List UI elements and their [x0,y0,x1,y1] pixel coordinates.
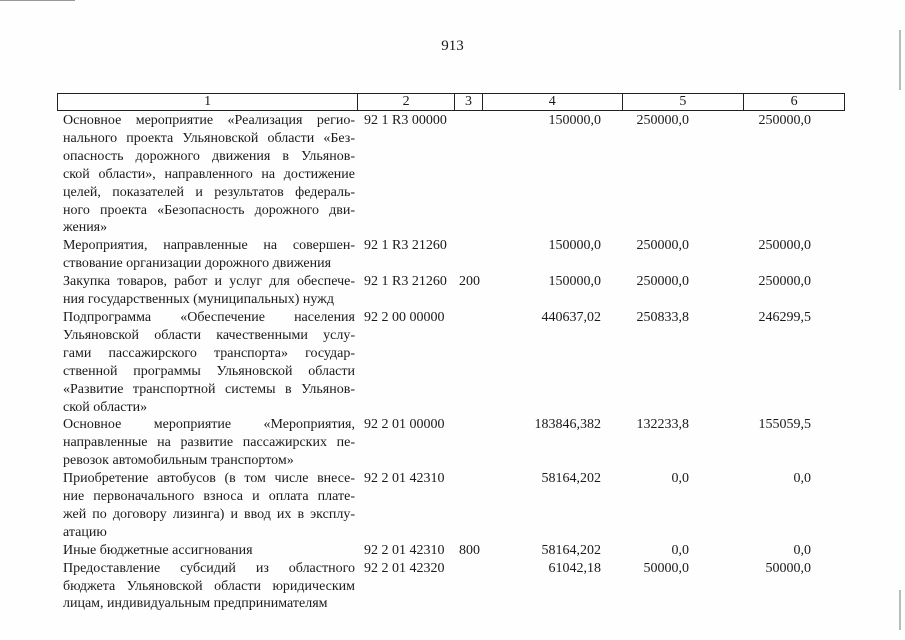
row-code: 92 1 R3 21260 [364,274,447,290]
row-code: 92 1 R3 21260 [364,238,447,254]
row-value-col6: 155059,5 [758,417,811,433]
row-value-col4: 150000,0 [548,274,601,290]
description-line: атацию [63,524,107,540]
row-value-col6: 50000,0 [765,560,811,576]
row-value-col5: 250000,0 [636,113,689,128]
description-line: лицам, индивидуальным предпринимателям [63,596,328,612]
scan-edge-line [0,0,75,1]
row-description [63,237,355,273]
description-line: направленные на развитие пассажирских пе- [63,435,355,451]
header-col-5: 5 [623,94,745,110]
description-line: жения» [63,220,108,236]
row-value-col5: 250000,0 [636,274,689,290]
table-row [63,416,853,470]
row-code: 92 2 00 00000 [364,309,445,325]
scan-margin-mark [899,590,901,630]
description-line: Мероприятия, направленные на совершен- [63,238,355,254]
row-description [63,416,355,470]
description-line: Закупка товаров, работ и услуг для обеспече- [63,274,355,290]
row-description [63,542,355,560]
row-value-col5: 250833,8 [636,309,689,325]
description-line: целей, показателей и результатов федераль- [63,184,355,200]
description-line: ственной программы Ульяновской области [63,363,355,379]
row-value-col5: 132233,8 [636,417,689,433]
row-code: 92 2 01 42320 [364,560,445,576]
table-header-row [57,93,845,111]
row-value-col6: 250000,0 [758,274,811,290]
description-line: ного проекта «Безопасность дорожного дви- [63,202,355,218]
row-value-col4: 58164,202 [541,542,601,558]
row-value-col6: 250000,0 [758,238,811,254]
row-code: 92 1 R3 00000 [364,113,447,128]
description-line: ской области», направленного на достижение [63,166,355,182]
row-value-col4: 183846,382 [534,417,601,433]
description-line: ской области» [63,399,148,415]
table-row [63,309,853,416]
table-row [63,237,853,273]
row-description [63,309,355,416]
row-value-col4: 150000,0 [548,113,601,128]
row-value-col5: 0,0 [671,471,689,487]
row-value-col4: 58164,202 [541,471,601,487]
table-row [63,470,853,542]
description-line: Предоставление субсидий из областного [63,560,355,576]
description-line: жей по договору лизинга) и ввод их в эксплу- [63,506,355,522]
row-value-col5: 50000,0 [643,560,689,576]
row-description [63,470,355,542]
description-line: Приобретение автобусов (в том числе внесе- [63,471,355,487]
description-line: бюджета Ульяновской области юридическим [63,578,355,594]
description-line: ревозок автомобильным транспортом» [63,453,294,469]
row-value-col6: 250000,0 [758,113,811,128]
row-description [63,112,355,237]
row-description [63,560,355,614]
description-line: Подпрограмма «Обеспечение населения [63,309,355,325]
row-value-col6: 246299,5 [758,309,811,325]
table-row [63,542,853,560]
row-value-col4: 61042,18 [548,560,601,576]
table-row [63,112,853,237]
table-body [63,112,853,613]
description-line: Ульяновской области качественными услу- [63,327,355,343]
description-line: нального проекта Ульяновской области «Без- [63,130,355,146]
header-col-3: 3 [455,94,483,110]
description-line: «Развитие транспортной системы в Ульянов- [63,381,355,397]
description-line: Иные бюджетные ассигнования [63,542,253,558]
description-line: Основное мероприятие «Реализация регио- [63,113,355,128]
description-line: ствование организации дорожного движения [63,256,332,272]
header-col-2: 2 [358,94,455,110]
description-line: гами пассажирского транспорта» государ- [63,345,355,361]
row-value-col4: 150000,0 [548,238,601,254]
table-row [63,560,853,614]
description-line: Основное мероприятие «Мероприятия, [63,417,355,433]
description-line: опасность дорожного движения в Ульянов- [63,148,355,164]
table-row [63,273,853,309]
row-value-col4: 440637,02 [541,309,601,325]
row-code: 92 2 01 42310 [364,542,445,558]
header-col-1: 1 [58,94,358,110]
header-col-4: 4 [483,94,623,110]
row-code: 92 2 01 42310 [364,471,445,487]
row-expense-type: 800 [459,542,480,558]
row-value-col5: 250000,0 [636,238,689,254]
row-value-col6: 0,0 [793,542,811,558]
row-value-col5: 0,0 [671,542,689,558]
row-value-col6: 0,0 [793,471,811,487]
page-number: 913 [441,38,464,54]
header-col-6: 6 [790,94,798,109]
description-line: ния государственных (муниципальных) нужд [63,292,334,308]
row-code: 92 2 01 00000 [364,417,445,433]
description-line: ние первоначального взноса и оплата плате- [63,489,355,505]
row-description [63,273,355,309]
row-expense-type: 200 [459,274,480,290]
